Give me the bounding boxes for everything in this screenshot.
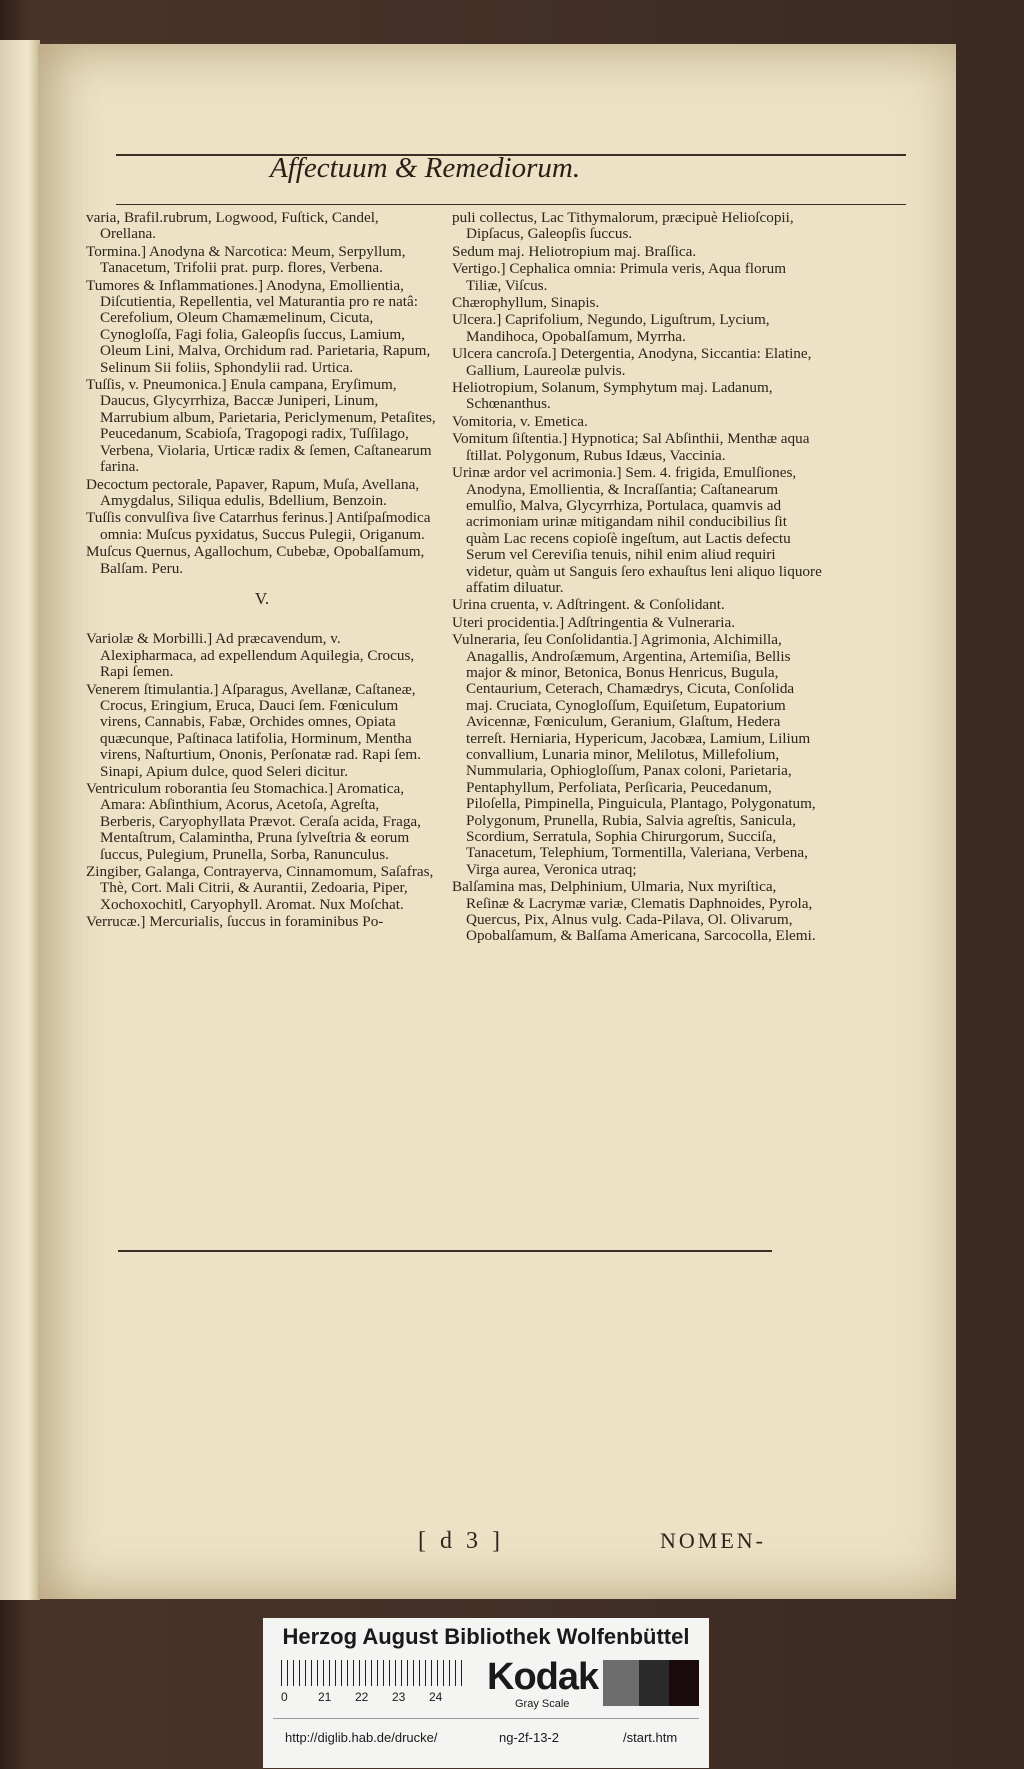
bottom-rule: [118, 1250, 772, 1252]
entry: Tuſſis convulſiva ſive Catarrhus ferinus.] Antiſpaſmodica omnia: Muſcus pyxidatus, Succus Pulegii, Origanum.: [86, 509, 431, 543]
gray-swatch-light: [603, 1660, 639, 1706]
entry: Chærophyllum, Sinapis.: [452, 294, 600, 312]
entry: Urina cruenta, v. Adſtringent. & Conſolidant.: [452, 596, 725, 614]
entry: Tuſſis, v. Pneumonica.] Enula campana, Eryſimum, Daucus, Glycyrrhiza, Baccæ Juniperi, Linum, Marrubium album, Parietaria, Periclymenum, Petaſites, Peucedanum, Scabioſa, Tragopogi radix, Tuſſilago, Verbena, Violaria, Urticæ radix & ſemen, Caſtanearum farina.: [86, 376, 436, 476]
entry: Ulcera cancroſa.] Detergentia, Anodyna, Siccantia: Elatine, Gallium, Laureolæ pulvis.: [452, 345, 812, 379]
entry: Verrucæ.] Mercurialis, ſuccus in foraminibus Po-: [86, 913, 384, 931]
entry: Heliotropium, Solanum, Symphytum maj. Ladanum, Schœnanthus.: [452, 379, 773, 413]
entry: Uteri procidentia.] Adſtringentia & Vulneraria.: [452, 613, 736, 631]
entry: Tormina.] Anodyna & Narcotica: Meum, Serpyllum, Tanacetum, Trifolii prat. purp. flores, Verbena.: [86, 242, 406, 277]
entry: Variolæ & Morbilli.] Ad præcavendum, v. Alexipharmaca, ad expellendum Aquilegia, Crocus, Rapi ſemen.: [86, 630, 415, 681]
shelfmark: ng-2f-13-2: [499, 1730, 559, 1745]
entry: Sedum maj. Heliotropium maj. Braſſica.: [452, 242, 697, 260]
library-name: Herzog August Bibliothek Wolfenbüttel: [282, 1624, 690, 1649]
entry: Zingiber, Galanga, Contrayerva, Cinnamomum, Saſafras, Thè, Cort. Mali Citrii, & Aurantii, Zedoaria, Piper, Xochoxochitl, Caryophyll. Aromat. Nux Moſchat.: [86, 863, 434, 913]
entry: Vomitoria, v. Emetica.: [452, 412, 588, 430]
kodak-logo: Kodak: [487, 1656, 599, 1698]
ruler-number: 23: [392, 1690, 406, 1704]
ruler-number: 24: [429, 1690, 443, 1704]
source-url[interactable]: http://diglib.hab.de/drucke/: [285, 1730, 438, 1745]
ruler-numbers: [281, 1690, 501, 1704]
gray-swatch-dark: [669, 1660, 699, 1706]
left-column: [86, 210, 438, 932]
section-letter: V.: [254, 588, 270, 608]
entry: varia, Brafil.rubrum, Logwood, Fuſtick, Candel, Orellana.: [86, 209, 379, 243]
entry: puli collectus, Lac Tithymalorum, præcipuè Helioſcopii, Dipſacus, Galeopſis ſuccus.: [452, 209, 794, 243]
entry: Muſcus Quernus, Agallochum, Cubebæ, Opobalſamum, Balſam. Peru.: [86, 543, 425, 577]
catchword: NOMEN-: [660, 1528, 766, 1553]
page-heading: Affectuum & Remediorum.: [270, 152, 581, 184]
start-link[interactable]: /start.htm: [623, 1730, 678, 1745]
entry: Vertigo.] Cephalica omnia: Primula veris, Aqua florum Tiliæ, Viſcus.: [452, 260, 787, 294]
adjacent-page-edge: [0, 40, 40, 1600]
entry: Balſamina mas, Delphinium, Ulmaria, Nux myriſtica, Reſinæ & Lacrymæ variæ, Clematis Daphnoides, Pyrola, Quercus, Pix, Alnus vulg. Cada-Pilava, Ol. Olivarum, Opobalſamum, & Balſama Americana, Sarcocolla, Elemi.: [452, 878, 816, 945]
entry: Urinæ ardor vel acrimonia.] Sem. 4. frigida, Emulſiones, Anodyna, Emollientia, & Incraſſantia; Caſtanearum emulſio, Malva, Glycyrrhiza, Portulaca, quamvis ad acrimoniam urinæ mitigandam nihil conducibilius ſit quàm Lac recens copioſè ingeſtum, aut Lactis defectu Serum vel Cereviſia tenuis, nihil enim aliud requiri videtur, quàm ut Sanguis ſero exhauſtus leni aliquo liquore affatim diluatur.: [452, 464, 822, 596]
heading-underline: [116, 204, 906, 205]
ruler-number: 0: [281, 1690, 288, 1704]
card-divider: [273, 1718, 699, 1719]
ruler-number: 21: [318, 1690, 332, 1704]
entry: Venerem ſtimulantia.] Aſparagus, Avellanæ, Caſtaneæ, Crocus, Eringium, Eruca, Dauci ſem. Fœniculum virens, Cannabis, Fabæ, Orchides omnes, Opiata quæcunque, Paſtinaca latifolia, Horminum, Mentha virens, Naſturtium, Ononis, Perſonatæ rad. Rapi ſem. Sinapi, Apium dulce, quod Seleri dicitur.: [86, 680, 421, 780]
right-column: [452, 210, 822, 946]
entry: Ventriculum roborantia ſeu Stomachica.] Aromatica, Amara: Abſinthium, Acorus, Acetoſa, Agreſta, Berberis, Caryophyllata Prævot. Ceraſa acida, Fraga, Mentaſtrum, Calamintha, Pruna ſylveſtria & eorum ſuccus, Pulegium, Prunella, Sorba, Ranunculus.: [86, 780, 421, 863]
entry: Vomitum ſiſtentia.] Hypnotica; Sal Abſinthii, Menthæ aqua ſtillat. Polygonum, Rubus Idæus, Vaccinia.: [452, 430, 810, 464]
entry: Ulcera.] Caprifolium, Negundo, Liguſtrum, Lycium, Mandihoca, Opobalſamum, Myrrha.: [452, 311, 770, 345]
ruler-scale: [281, 1660, 467, 1686]
entry: Decoctum pectorale, Papaver, Rapum, Muſa, Avellana, Amygdalus, Siliqua edulis, Bdellium, Benzoin.: [86, 475, 420, 509]
gray-scale-label: Gray Scale: [515, 1698, 570, 1710]
signature-mark: [ d 3 ]: [418, 1528, 504, 1554]
entry: Tumores & Inflammationes.] Anodyna, Emollientia, Diſcutientia, Repellentia, vel Maturantia pro re natâ: Cerefolium, Oleum Chamæmelinum, Cicuta, Cynogloſſa, Fagi folia, Galeopſis ſuccus, Lamium, Oleum Lini, Malva, Orchidum rad. Parietaria, Rapum, Selinum Sii foliis, Sphondylii rad. Urtica.: [86, 276, 431, 376]
library-color-card: [263, 1618, 709, 1768]
gray-swatch-mid: [639, 1660, 669, 1706]
ruler-number: 22: [355, 1690, 369, 1704]
entry: Vulneraria, ſeu Conſolidantia.] Agrimonia, Alchimilla, Anagallis, Androſæmum, Argentina, Artemiſia, Bellis major & minor, Betonica, Bonus Henricus, Bugula, Centaurium, Ceterach, Chamædrys, Cicuta, Conſolida maj. Cruciata, Cynogloſſum, Equiſetum, Eupatorium Avicennæ, Fœniculum, Geranium, Glaſtum, Hedera terreſt. Herniaria, Hypericum, Jacobæa, Lamium, Lilium convallium, Lunaria minor, Melilotus, Millefolium, Nummularia, Ophiogloſſum, Panax coloni, Parietaria, Pentaphyllum, Perfoliata, Perſicaria, Peucedanum, Piloſella, Pimpinella, Pinguicula, Plantago, Polygonatum, Polygonum, Prunella, Rubia, Salvia agreſtis, Sanicula, Scordium, Serratula, Sophia Chirurgorum, Succiſa, Tanacetum, Telephium, Tormentilla, Valeriana, Verbena, Virga aurea, Veronica utraq;: [452, 631, 816, 878]
